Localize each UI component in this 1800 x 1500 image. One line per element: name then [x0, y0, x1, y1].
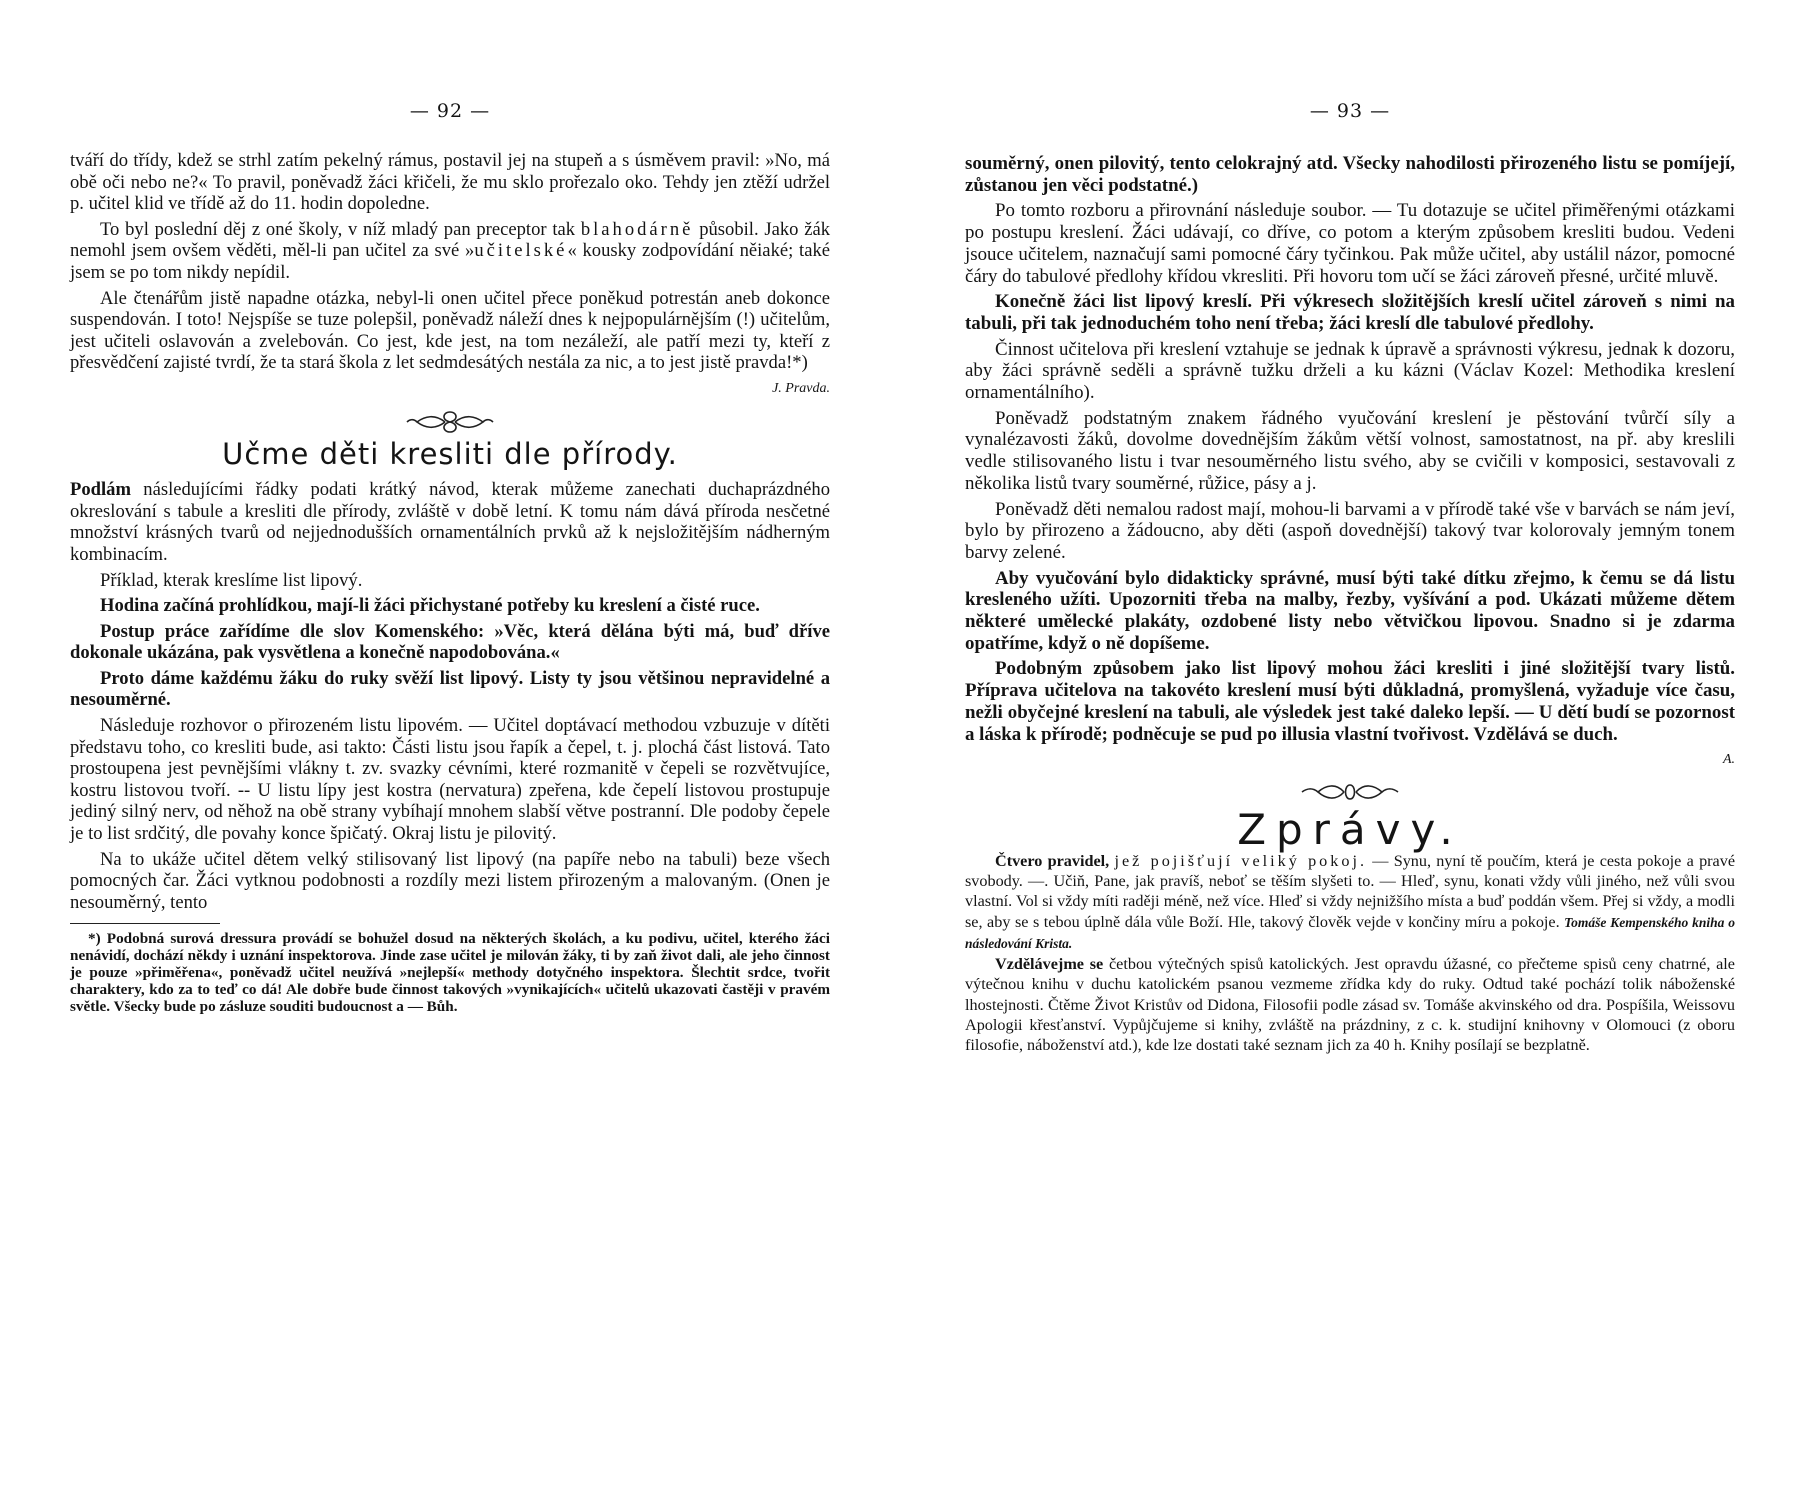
paragraph: Poněvadž děti nemalou radost mají, mohou-li barvami a v přírodě také vše v barvách se nám jeví, bylo by přirozeno a žádoucno, aby děti (aspoň dovednější) takový tvar kolorovaly jemným tonem barvy zelené. [965, 498, 1735, 563]
paragraph: Podobným způsobem jako list lipový mohou žáci kresliti i jiné složitější tvary listů. Příprava učitelova na takovéto kreslení musí býti důkladná, promyšlená, vyžaduje více času, nežli obyčejné kreslení na tabuli, ale výsledek jest také daleko lepší. — U dětí budí se pozornost a láska k přírodě; podněcuje se pud po illusia vlastní tvořivost. Vzdělává se duch. [965, 658, 1735, 745]
right-page [965, 0, 1735, 1500]
spaced-word: blahodárně [580, 218, 694, 240]
paragraph: Na to ukáže učitel dětem velký stilisovaný list lipový (na papíře nebo na tabuli) beze všech pomocných čar. Žáci vytknou podobnosti a rozdíly mezi listem přirozeným a malovaným. (Onen je nesouměrný, tento [70, 848, 830, 913]
news-section [965, 851, 1735, 1056]
paragraph: Aby vyučování bylo didakticky správné, musí býti také dítku zřejmo, k čemu se dá listu kresleného užíti. Upozorniti třeba na malby, řezby, vyšívání a pod. Ukázati můžeme dětem některé umělecké plakáty, ozdobené listy nebo větvičkou lipovou. Snadno si je zdarma opatříme, když o ně dopíšeme. [965, 567, 1735, 654]
paragraph-intro: Podlám následujícími řádky podati krátký návod, kterak můžeme zanechati duchaprázdného okreslování s tabule a kresliti dle přírody, zvláště v době letní. K tomu nám dává příroda nesčetné množství krásných tvarů od nejjednodušších ornamentálních prvků až k nejsložitějším nádherným kombinacím. [70, 479, 830, 565]
paragraph: Konečně žáci list lipový kreslí. Při výkresech složitějších kreslí učitel zároveň s nimi na tabuli, při tak jednoduchém toho není třeba; žáci kreslí dle tabulové předlohy. [965, 291, 1735, 334]
article-title: Učme děti kresliti dle přírody. [222, 436, 678, 471]
signature-right: A. [1722, 752, 1735, 768]
page-number-left: — 92 — [409, 100, 491, 122]
dropcap-word: Podlám [70, 479, 131, 501]
footnote: *) Podobná surová dressura provádí se bohužel dosud na některých školách, a ku podivu, učitel, kterého žáci nenávidí, dochází někdy i uznání inspektorova. Jinde zase učitel je milován žáky, ti by zaň život dali, ale jeho činnost je pouze »přiměřena«, poněvadž učitel neužívá »nejlepší« methody dotyčného inspektora. Šlechtit srdce, tvořit charaktery, kdo za to teď co dá! Ale dobře bude činnost takových »vynikajících« učitelů ukazovati častěji v pravém světle. Všecky bude po zásluze souditi budoucnost a — Bůh. [70, 930, 830, 1016]
signature-left: J. Pravda. [772, 380, 830, 396]
paragraph: Po tomto rozboru a přirovnání následuje soubor. — Tu dotazuje se učitel přiměřenými otázkami po postupu kreslení. Žáci udávají, co dříve, co potom a kterým způsobem kresliti budou. Vedeni jsouce učitelem, naznačují sami pomocné čáry tyčinkou. Pak může učitel, aby ustálil názor, pomocné čáry do tabulové předlohy křídou vkresliti. Při hovoru tom učí se žáci zároveň přesné, určité mluvě. [965, 200, 1735, 287]
paragraph: Proto dáme každému žáku do ruky svěží list lipový. Listy ty jsou většinou nepravidelné a nesouměrné. [70, 667, 830, 711]
paragraph: souměrný, onen pilovitý, tento celokrajný atd. Všecky nahodilosti přirozeného listu se pomíjejí, zůstanou jen věci podstatné.) [965, 153, 1735, 196]
paragraph: Činnost učitelova při kreslení vztahuje se jednak k úpravě a správnosti výkresu, jednak k dozoru, aby žáci správně seděli a správně tužku drželi a ku kázni (Václav Kozel: Methodika kreslení ornamentálního). [965, 338, 1735, 404]
paragraph: Příklad, kterak kreslíme list lipový. [100, 569, 363, 591]
paragraph: Poněvadž podstatným znakem řádného vyučování kreslení je pěstování tvůrčí síly a vynalézavosti žáků, dovolme dovednějším žákům větší volnost, samostatnost, na př. aby kreslili vedle stilisovaného listu i tvar nesouměrného listu svého, aby se cvičili v komposici, sestavovali z několika listů tvary souměrné, růžice, pásy a j. [965, 407, 1735, 494]
news-item: Čtvero pravidel, jež pojišťují veliký pokoj. — Synu, nyní tě poučím, která je cesta pokoje a pravé svobody. —. Učiň, Pane, jak pravíš, neboť se těším slyšeti to. — Hleď, synu, konati vždy vůli jiného, než vůli svou vlastní. Vol si vždy míti raději méně, než více. Hleď si vždy nejnižšího místa a buď poddán všem. Přej si vždy, a modli se, aby se s tebou úplně dála vůle Boží. Hle, takový člověk vejde v končiny míru a pokoje. Tomáše Kempenského kniha o následování Krista. [965, 851, 1736, 951]
ornament-divider [70, 408, 830, 438]
page-number-right: — 93 — [1309, 100, 1391, 122]
news-item: Vzdělávejme se četbou výtečných spisů katolických. Jest opravdu úžasné, co přečteme spisů ceny chatrné, ale výtečnou knihu v duchu katolickém psanou vezmeme zřídka kdy do ruky. Odtud také pochází tolik náboženské lhostejnosti. Čtěme Život Kristův od Didona, Filosofii podle zásad sv. Tomáše akvinského od dra. Pospíšila, Weissovu Apologii křesťanství. Vypůjčujeme si knihy, zvláště na prázdniny, z c. k. studijní knihovny v Olomouci (z oboru filosofie, náboženství atd.), kde lze dostati také seznam jich za 40 h. Knihy posílají se bezplatně. [965, 955, 1735, 1055]
flourish-icon [405, 408, 495, 436]
left-page [70, 0, 830, 1500]
paragraph: Následuje rozhovor o přirozeném listu lipovém. — Učitel doptávací methodou vzbuzuje v dítěti představu toho, co kresliti bude, asi takto: Části listu jsou řapík a čepel, t. j. plochá část listová. Tato prostoupena jest pevnějšími vlákny t. zv. svazky cévními, které rozmanitě v čepeli se rozvětvujíce, kostru listovou tvoří. -- U listu lípy jest kostra (nervatura) zpeřena, kde čepelí listovou prostupuje jediný silný nerv, od něhož na obě strany vybíhají mnohem slabší větve postranní. Dle podoby čepele je to list srdčitý, dle povahy konce špičatý. Okraj listu je pilovitý. [70, 715, 830, 845]
left-text-column [70, 150, 830, 1015]
section-title: Zprávy. [1237, 804, 1463, 854]
paragraph-preceptor: To byl poslední děj z oné školy, v níž mladý pan preceptor tak blahodárně působil. Jako žák nemohl jsem ovšem věděti, měl-li pan učitel za své »učitelské« kousky zodpovídání něiaké; také jsem se po tom nikdy nepídil. [70, 218, 831, 283]
paragraph: Ale čtenářům jistě napadne otázka, nebyl-li onen učitel přece poněkud potrestán aneb dokonce suspendován. I toto! Nejspíše se tuze polepšil, poněvadž náleží dnes k nejpopulárnějším (!) učitelům, jest učiteli oslavován a zvelebován. Co jest, kde jest, na tom nezáleží, ale patří mezi ty, kteří z přesvědčení zajisté tvrdí, že ta stará škola z let sedmdesátých nestála za nic, a to jest jistě pravda!*) [70, 287, 830, 374]
news-source: Tomáše Kempenského kniha o následování Krista. [965, 914, 1735, 951]
paragraph: Postup práce zařídíme dle slov Komenského: »Věc, která dělána býti má, buď dříve dokonale ukázána, pak vysvětlena a konečně napodobována.« [70, 620, 830, 664]
spaced-word: učitelské [474, 240, 568, 262]
paragraph: Hodina začíná prohlídkou, mají-li žáci přichystané potřeby ku kreslení a čisté ruce. [100, 595, 760, 617]
flourish-icon [1300, 779, 1400, 805]
paragraph: tváří do třídy, kdež se strhl zatím pekelný rámus, postavil jej na stupeň a s úsměvem pravil: »No, má obě oči nebo ne?« To pravil, poněvadž žáci křičeli, že mu sklo prořezalo oko. Tehdy jen ztěží udržel p. učitel klid ve třídě až do 11. hodin dopoledne. [70, 150, 830, 215]
footnote-rule [70, 923, 220, 924]
right-text-column [965, 153, 1735, 1056]
